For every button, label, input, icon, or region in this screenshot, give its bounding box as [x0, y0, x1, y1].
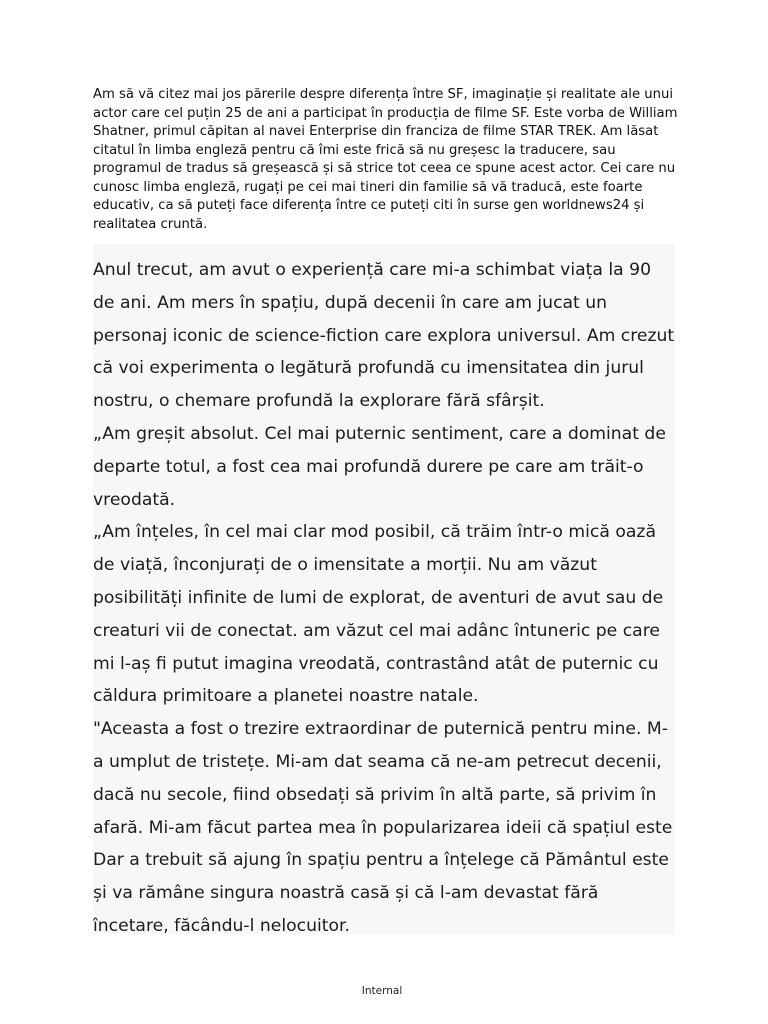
quote-paragraph-4: "Aceasta a fost o trezire extraordinar de puternică pentru mine. M-a umplut de tristețe. Mi-am dat seama că ne-am petrecut decenii, dacă nu secole, fiind obsedați să privim în altă parte, să privim în afară. Mi-am făcut partea mea în popularizarea ideii că spațiul este Dar a trebuit să ajung în spațiu pentru a înțelege că Pământul este și va rămâne singura noastră casă și că l-am devastat fără încetare, făcându-l nelocuitor.	[93, 719, 673, 936]
intro-paragraph: Am să vă citez mai jos părerile despre diferența între SF, imaginație și realitate ale unui actor care cel puțin 25 de ani a participat în producția de filme SF. Este vorba de William Shatner, primul căpitan al navei Enterprise din franciza de filme STAR TREK. Am lăsat citatul în limba engleză pentru că îmi este frică să nu greșesc la traducere, sau programul de tradus să greșească și să strice tot ceea ce spune acest actor. Cei care nu cunosc limba engleză, rugați pe cei mai tineri din familie să vă traducă, este foarte educativ, ca să puteți face diferența între ce puteți citi în surse gen worldnews24 și realitatea cruntă.	[93, 87, 678, 232]
quote-paragraph-3: „Am înțeles, în cel mai clar mod posibil, că trăim într-o mică oază de viață, înconjurați de o imensitate a morții. Nu am văzut posibilități infinite de lumi de explorat, de aventuri de avut sau de creaturi vii de conectat. am văzut cel mai adânc întuneric pe care mi l-aș fi putut imagina vreodată, contrastând atât de puternic cu căldura primitoare a planetei noastre natale.	[93, 522, 664, 707]
quote-paragraph-1: Anul trecut, am avut o experiență care mi-a schimbat viața la 90 de ani. Am mers în spațiu, după decenii în care am jucat un personaj iconic de science-fiction care explora universul. Am crezut că voi experimenta o legătură profundă cu imensitatea din jurul nostru, o chemare profundă la explorare fără sfârșit.	[93, 260, 675, 412]
quote-paragraph-2: „Am greșit absolut. Cel mai puternic sentiment, care a dominat de departe totul, a fost cea mai profundă durere pe care am trăit-o vreodată.	[93, 423, 666, 510]
footer-classification-label: Internal	[361, 985, 403, 997]
quote-block	[93, 244, 675, 934]
